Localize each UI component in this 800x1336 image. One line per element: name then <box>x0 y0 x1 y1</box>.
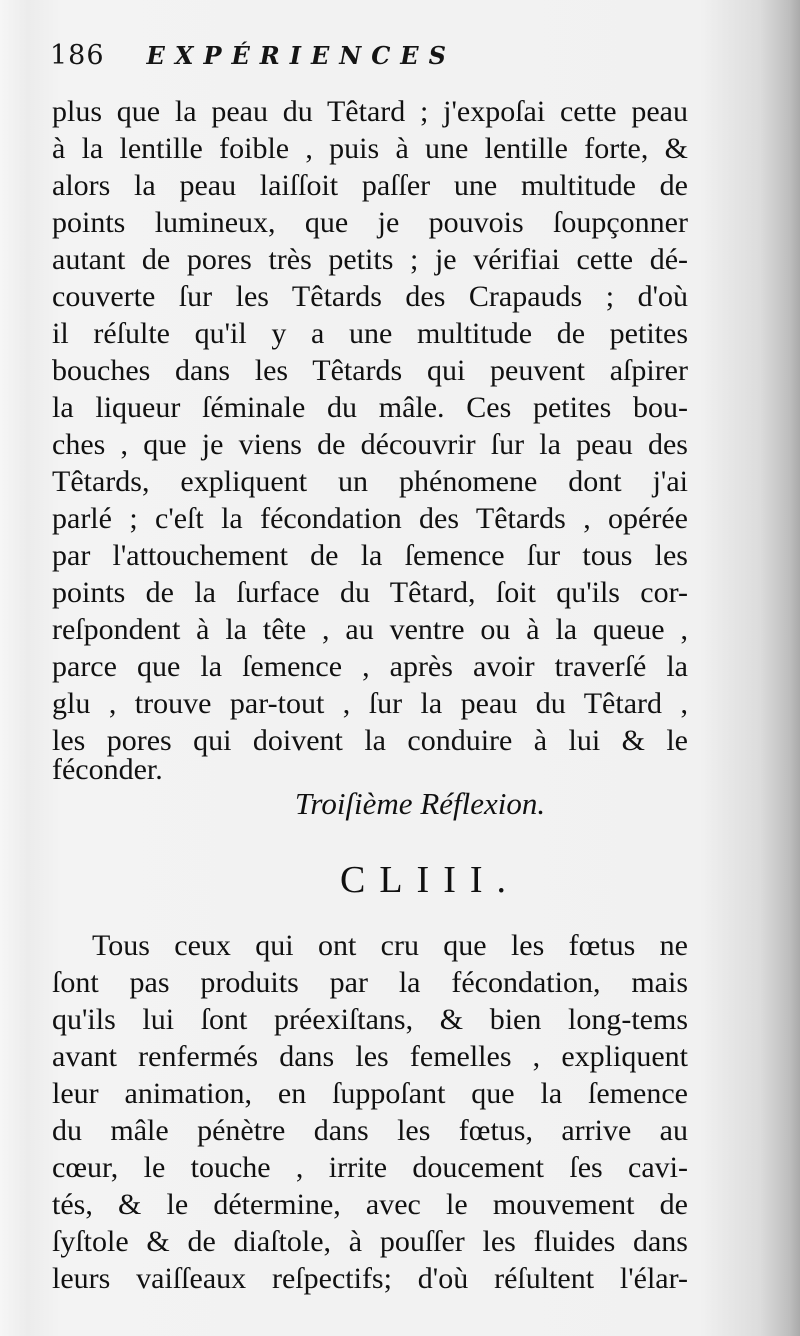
text-line: par l'attouchement de la ſemence ſur tous les <box>52 539 688 572</box>
text-line: cœur, le touche , irrite doucement ſes cavi- <box>52 1151 688 1184</box>
reflexion-heading: Troiſième Réflexion. <box>294 786 546 821</box>
running-title: EXPÉRIENCES <box>146 41 456 70</box>
text-line: leurs vaiſſeaux reſpectifs; d'où réſultent l'élar- <box>52 1262 688 1295</box>
text-line: les pores qui doivent la conduire à lui & le <box>52 724 688 757</box>
text-line: ſyſtole & de diaſtole, à pouſſer les fluides dans <box>52 1225 688 1258</box>
text-line: tés, & le détermine, avec le mouvement de <box>52 1188 688 1221</box>
text-line: féconder. <box>52 753 163 786</box>
text-line: alors la peau laiſſoit paſſer une multitude de <box>52 169 688 202</box>
page-number: 186 <box>50 40 105 71</box>
text-line: avant renfermés dans les femelles , expliquent <box>52 1040 688 1073</box>
text-line: il réſulte qu'il y a une multitude de petites <box>52 317 688 350</box>
text-line: bouches dans les Têtards qui peuvent aſpirer <box>52 354 688 387</box>
text-line: qu'ils lui ſont préexiſtans, & bien long-tems <box>52 1003 688 1036</box>
text-line: ches , que je viens de découvrir ſur la peau des <box>52 428 688 461</box>
text-line: Tous ceux qui ont cru que les fœtus ne <box>92 929 688 962</box>
section-number: CLIII. <box>339 859 521 901</box>
running-head <box>50 40 456 80</box>
text-line: du mâle pénètre dans les fœtus, arrive au <box>52 1114 688 1147</box>
text-line: la liqueur ſéminale du mâle. Ces petites bou- <box>52 391 688 424</box>
text-line: glu , trouve par-tout , ſur la peau du Têtard , <box>52 687 688 720</box>
text-line: points lumineux, que je pouvois ſoupçonner <box>52 206 688 239</box>
text-line: ſont pas produits par la fécondation, mais <box>52 966 688 999</box>
text-line: leur animation, en ſuppoſant que la ſemence <box>52 1077 688 1110</box>
text-line: plus que la peau du Têtard ; j'expoſai cette peau <box>52 95 688 128</box>
text-line: parce que la ſemence , après avoir traverſé la <box>52 650 688 683</box>
text-line: à la lentille foible , puis à une lentille forte, & <box>52 132 688 165</box>
text-line: reſpondent à la tête , au ventre ou à la queue , <box>52 613 688 646</box>
text-line: couverte ſur les Têtards des Crapauds ; d'où <box>52 280 688 313</box>
text-line: Têtards, expliquent un phénomene dont j'ai <box>52 465 688 498</box>
text-line: autant de pores très petits ; je vérifiai cette dé- <box>52 243 688 276</box>
text-line: points de la ſurface du Têtard, ſoit qu'ils cor- <box>52 576 688 609</box>
text-line: parlé ; c'eſt la fécondation des Têtards , opérée <box>52 502 688 535</box>
